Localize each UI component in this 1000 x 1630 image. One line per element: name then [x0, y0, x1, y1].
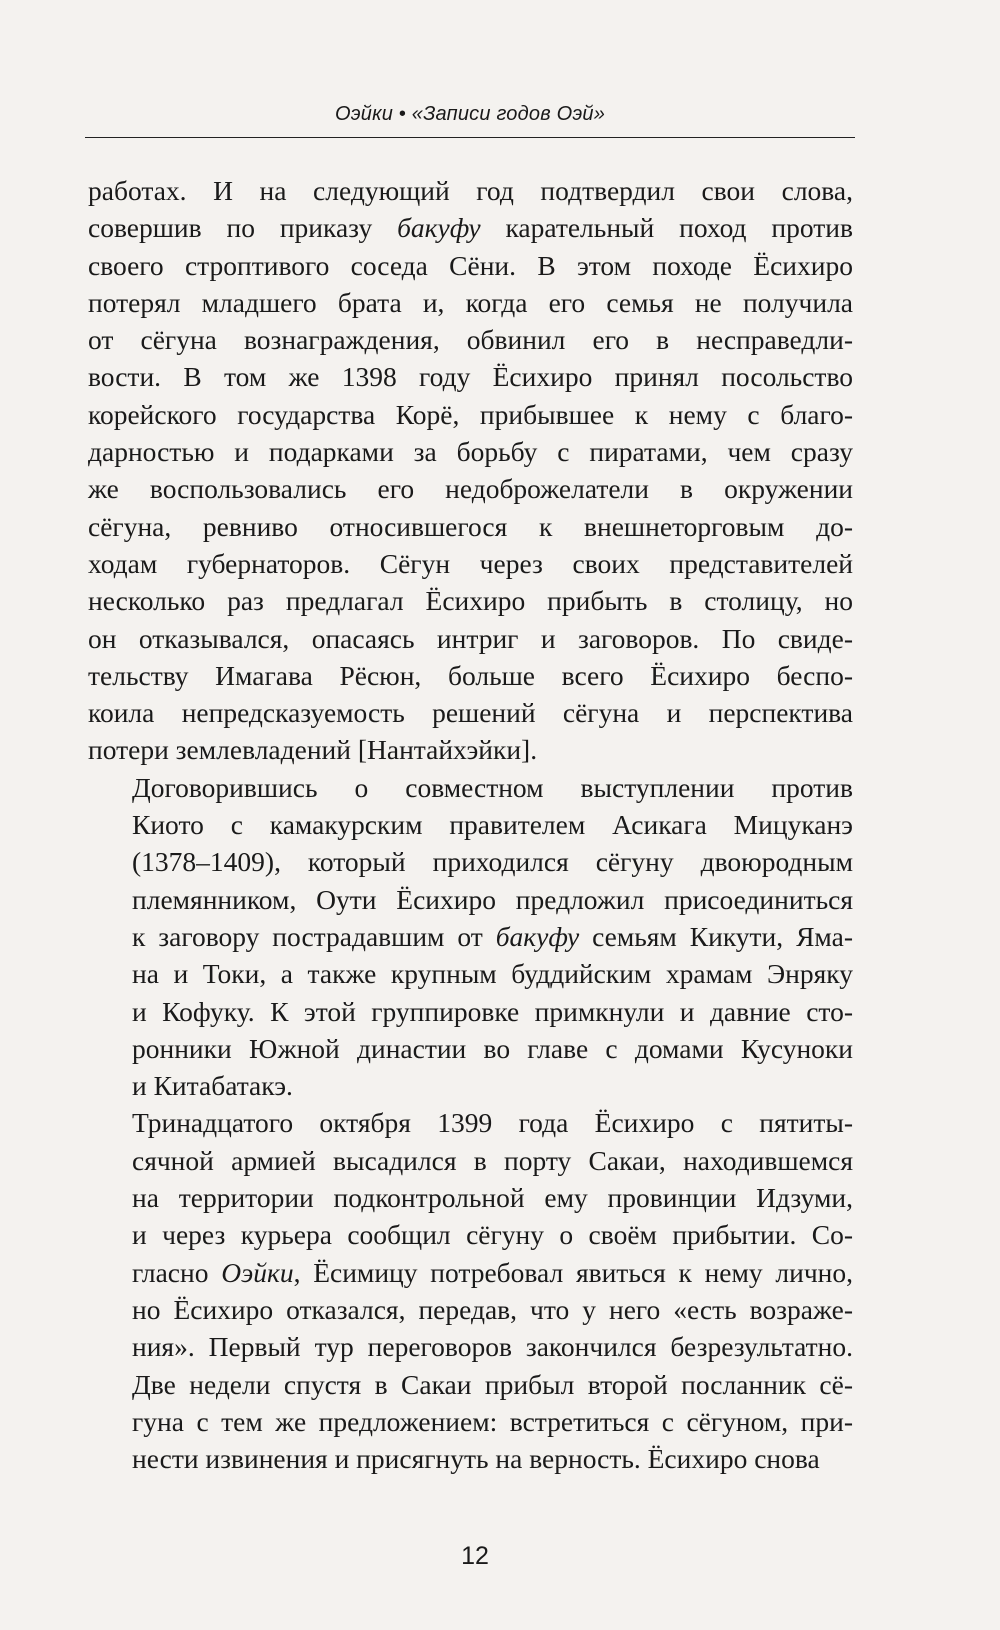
text-line: Тринадцатого октября 1399 года Ёсихиро с пятиты-: [132, 1107, 853, 1139]
paragraph-3: [88, 1104, 853, 1477]
text-line: но Ёсихиро отказался, передав, что у него «есть возраже-: [132, 1293, 853, 1325]
text-line: же воспользовались его недоброжелатели в окружении: [88, 473, 853, 505]
text-line: и Кофуку. К этой группировке примкнули и давние сто-: [132, 995, 853, 1027]
text-line: племянником, Оути Ёсихиро предложил присоединиться: [132, 883, 853, 915]
body-text: [88, 172, 853, 1477]
text-line: ния». Первый тур переговоров закончился безрезультатно.: [132, 1331, 853, 1363]
text-line: [88, 209, 853, 246]
text-line: на территории подконтрольной ему провинции Идзуми,: [132, 1182, 853, 1214]
text-line: и через курьера сообщил сёгуну о своём прибытии. Со-: [132, 1219, 853, 1251]
text-line: коила непредсказуемость решений сёгуна и перспектива: [88, 697, 853, 729]
text-line: своего строптивого соседа Сёни. В этом походе Ёсихиро: [88, 249, 853, 281]
text-segment: семьям Кикути, Яма-: [579, 920, 853, 952]
text-line: сёгуна, ревниво относившегося к внешнеторговым до-: [88, 510, 853, 542]
text-line: [88, 1254, 853, 1291]
text-line: потери землевладений [Нантайхэйки].: [88, 734, 538, 766]
text-line: он отказывался, опасаясь интриг и заговоров. По свиде-: [88, 622, 853, 654]
text-line: ронники Южной династии во главе с домами Кусуноки: [132, 1032, 853, 1064]
text-line: дарностью и подарками за борьбу с пиратами, чем сразу: [88, 436, 853, 468]
running-head: Оэйки • «Записи годов Оэй»: [334, 103, 606, 125]
text-line: сячной армией высадился в порту Сакаи, находившемся: [132, 1144, 853, 1176]
paragraph-1: [88, 172, 853, 769]
text-line: Договорившись о совместном выступлении против: [132, 771, 853, 803]
text-line: вости. В том же 1398 году Ёсихиро принял посольство: [88, 361, 853, 393]
text-segment: совершив по приказу: [88, 212, 398, 244]
text-line: от сёгуна вознаграждения, обвинил его в несправедли-: [88, 324, 853, 356]
page-number: 12: [461, 1542, 489, 1570]
text-segment: гласно: [132, 1256, 222, 1288]
text-line: [88, 918, 853, 955]
text-line: Две недели спустя в Сакаи прибыл второй посланник сё-: [132, 1368, 853, 1400]
text-line: Киото с камакурским правителем Асикага Мицуканэ: [132, 809, 853, 841]
text-line: ходам губернаторов. Сёгун через своих представителей: [88, 547, 853, 579]
text-segment: , Ёсимицу потребовал явиться к нему лично,: [293, 1256, 853, 1288]
text-line: корейского государства Корё, прибывшее к нему с благо-: [88, 398, 853, 430]
text-line: и Китабатакэ.: [132, 1070, 293, 1102]
header-rule: [85, 137, 855, 138]
text-line: гуна с тем же предложением: встретиться с сёгуном, при-: [132, 1405, 853, 1437]
text-line: работах. И на следующий год подтвердил свои слова,: [88, 175, 853, 206]
italic-term: бакуфу: [495, 920, 580, 952]
text-line: нести извинения и присягнуть на верность. Ёсихиро снова: [132, 1443, 820, 1475]
text-segment: карательный поход против: [480, 212, 853, 244]
text-line: (1378–1409), который приходился сёгуну двоюродным: [132, 846, 853, 878]
text-line: несколько раз предлагал Ёсихиро прибыть в столицу, но: [88, 585, 853, 617]
text-line: потерял младшего брата и, когда его семья не получила: [88, 286, 853, 318]
text-line: на и Токи, а также крупным буддийским храмам Энряку: [132, 958, 853, 990]
italic-term: бакуфу: [397, 212, 481, 244]
italic-term: Оэйки: [221, 1256, 294, 1288]
text-segment: к заговору пострадавшим от: [132, 920, 496, 952]
paragraph-2: [88, 769, 853, 1105]
text-line: тельству Имагава Рёсюн, больше всего Ёсихиро беспо-: [88, 659, 853, 691]
